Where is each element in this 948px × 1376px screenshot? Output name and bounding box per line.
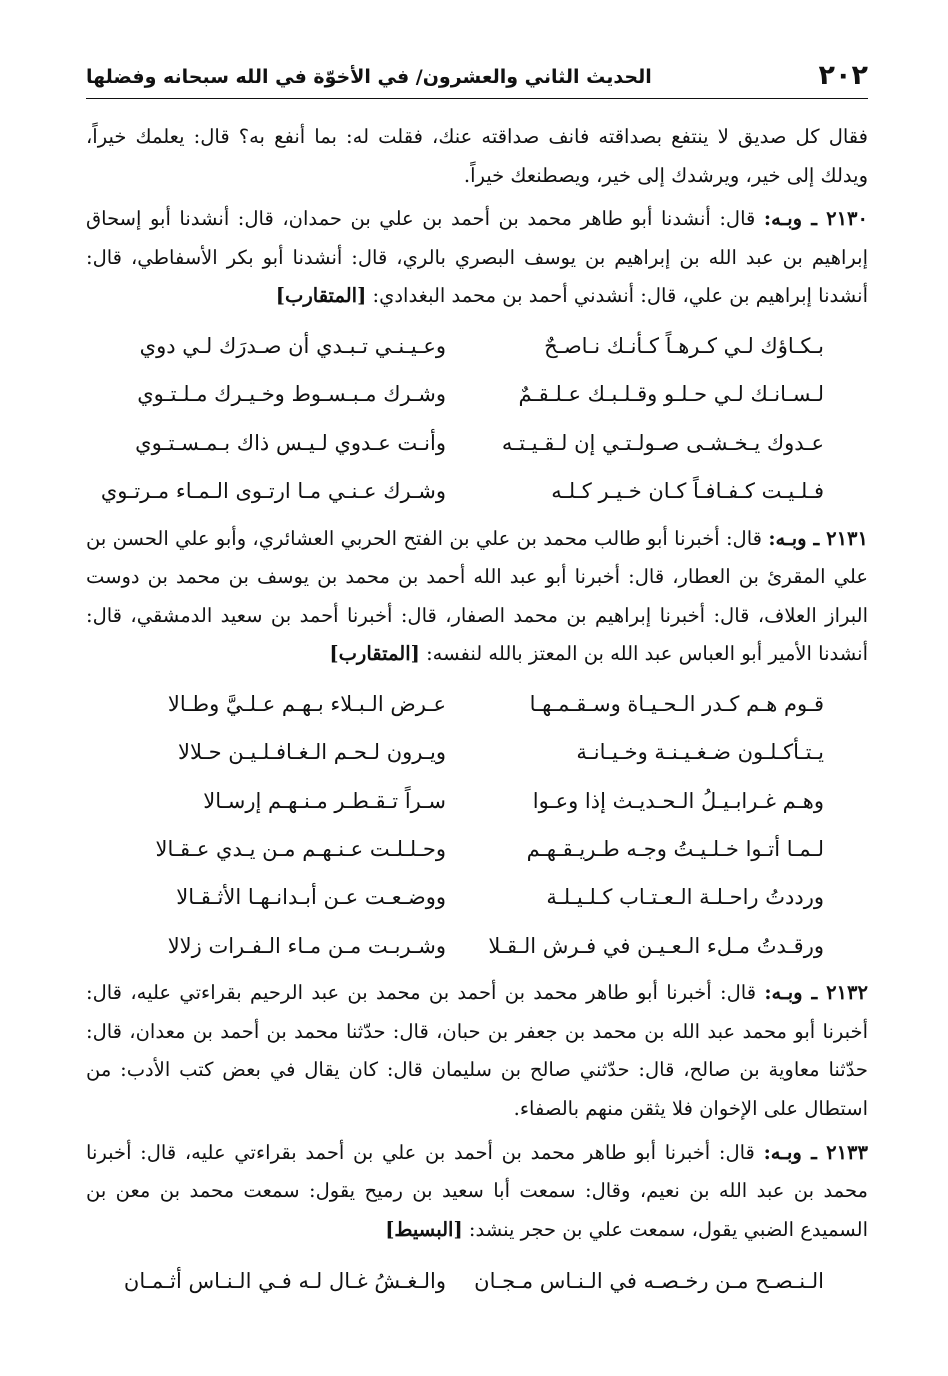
paragraph-intro xyxy=(86,118,868,195)
hadith-2133 xyxy=(86,1134,868,1250)
verse-line xyxy=(86,825,868,873)
meter-label: [المتقارب] xyxy=(329,642,420,666)
second-hemistich: وشـربـت مـن مـاء الـفـرات زلالا xyxy=(167,933,446,958)
second-hemistich: وأنـت عـدوي لـيـس ذاك بـمـسـتـوي xyxy=(135,430,446,455)
verse-line xyxy=(86,728,868,776)
second-hemistich: وشـرك مـبـسـوط وخـيـرك مـلـتـوي xyxy=(137,382,446,407)
hadith-text: قال: أخبرنا أبو طاهر محمد بن أحمد بن محمد بن عبد الرحيم بقراءتي عليه، قال: أخبرنا أبو محمد عبد الله بن محمد بن جعفر بن حبان، قال: حدّثنا محمد بن أحمد بن معدان، قال: حدّثنا معاوية بن صالح، قال: حدّثني صالح بن سليمان قال: كان يقال في بعض كتب الأدب: من استطال على الإخوان فلا يثقن منهم بالصفاء. xyxy=(86,981,868,1121)
poem-2133 xyxy=(86,1257,868,1305)
hadith-text: قال: أخبرنا أبو طالب محمد بن علي بن الفتح الحربي العشائري، وأبو علي الحسن بن علي المقرئ بن العطار، قال: أخبرنا أبو عبد الله أحمد بن محمد بن يوسف بن محمد بن دوست البراز العلاف، قال: أخبرنا إبراهيم بن محمد الصفار، قال: أخبرنا أحمد بن سعيد الدمشقي، قال: أنشدنا الأمير أبو العباس عبد الله بن المعتز بالله لنفسه: xyxy=(86,526,868,666)
second-hemistich: ووضـعـت عـن أبـدانـهـا الأثـقـالا xyxy=(176,885,446,910)
second-hemistich: عـرض الـبـلاء بـهـم عـلـيَّ وطـالا xyxy=(167,691,446,716)
second-hemistich: وحـلـلـت عـنـهـم مـن يـدي عـقـالا xyxy=(155,836,446,861)
meter-label: [البسيط] xyxy=(385,1217,463,1241)
first-hemistich: بـكـاؤك لـي كـرهـاً كـأنـك نـاصـحٌ xyxy=(544,333,824,358)
second-hemistich: ويـرون لـحـم الـغـافـلـيـن حـلالا xyxy=(177,740,446,765)
hadith-number: ٢١٣١ ـ وبـه: xyxy=(768,526,868,550)
page-body xyxy=(86,118,868,1310)
page-header xyxy=(86,58,868,99)
page-number: ٢٠٢ xyxy=(818,60,868,91)
hadith-number: ٢١٣٢ ـ وبـه: xyxy=(764,981,868,1005)
hadith-2130 xyxy=(86,200,868,316)
second-hemistich: وعـيـنـي تـبـدي أن صـدرَك لـي دوي xyxy=(139,333,446,358)
hadith-number: ٢١٣٠ ـ وبـه: xyxy=(763,207,868,231)
meter-label: [المتقارب] xyxy=(275,284,367,308)
verse-line xyxy=(86,370,868,418)
first-hemistich: وهـم غـرابـيـلُ الـحـديـث إذا وعـوا xyxy=(532,788,824,813)
poem-2131 xyxy=(86,680,868,970)
verse-line xyxy=(86,322,868,370)
first-hemistich: يـتـأكـلـون ضـغـيـنـة وخـيـانـة xyxy=(576,740,824,765)
verse-line xyxy=(86,680,868,728)
verse-line xyxy=(86,777,868,825)
second-hemistich: سـراً تـقـطـر مـنـهـم إرسـالا xyxy=(203,788,446,813)
first-hemistich: قـوم هـم كـدر الـحـيـاة وسـقـمـهـا xyxy=(529,691,824,716)
hadith-text: قال: أخبرنا أبو طاهر محمد بن أحمد بن علي بن أحمد بقراءتي عليه، قال: أخبرنا محمد بن عبد الله بن نعيم، وقال: سمعت أبا سعيد بن رميح يقول: سمعت محمد بن معن بن السميدع الضبي يقول، سمعت علي بن حجر ينشد: xyxy=(86,1140,868,1241)
first-hemistich: الـنـصـح مـن رخـصـه في الـنـاس مـجـان xyxy=(474,1269,824,1294)
second-hemistich: وشـرك عـنـي مـا ارتـوى الـمـاء مـرتـوي xyxy=(100,479,446,504)
paragraph-text: فقال كل صديق لا ينتفع بصداقته فانف صداقته عنك، فقلت له: بما أنفع به؟ قال: يعلمك خيراً، ويدلك إلى خير، ويرشدك إلى خير، ويصطنعك خيراً. xyxy=(86,125,868,187)
first-hemistich: لـمـا أتـوا خـلـيـتُ وجـه طـريـقـهـم xyxy=(526,836,824,861)
first-hemistich: عـدوك يـخـشـى صـولـتـي إن لـقـيـتـه xyxy=(501,430,824,455)
first-hemistich: ورقـدتُ مـلء الـعـيـن في فـرش الـقـلا xyxy=(488,933,824,958)
hadith-2131 xyxy=(86,520,868,674)
verse-line xyxy=(86,873,868,921)
poem-2130 xyxy=(86,322,868,516)
hadith-number: ٢١٣٣ ـ وبـه: xyxy=(763,1140,868,1164)
first-hemistich: فـلـيـت كـفـافـاً كـان خـيـر كـلـه xyxy=(551,479,824,504)
running-title: الحديث الثاني والعشرون/ في الأخوّة في الله سبحانه وفضلها xyxy=(86,66,652,88)
hadith-2132 xyxy=(86,974,868,1128)
verse-line xyxy=(86,1257,868,1305)
second-hemistich: والـغـشُ غـال لـه فـي الـنـاس أثـمـان xyxy=(123,1269,446,1294)
first-hemistich: ورددتُ راحـلـة الـعـتـاب كـلـيـلـة xyxy=(546,885,824,910)
hadith-text: قال: أنشدنا أبو طاهر محمد بن أحمد بن علي بن حمدان، قال: أنشدنا أبو إسحاق إبراهيم بن عبد الله بن إبراهيم بن يوسف البصري بالري، قال: أنشدنا أبو بكر الأسفاطي، قال: أنشدنا إبراهيم بن علي، قال: أنشدني أحمد بن محمد البغدادي: xyxy=(86,207,868,308)
verse-line xyxy=(86,922,868,970)
verse-line xyxy=(86,467,868,515)
verse-line xyxy=(86,419,868,467)
first-hemistich: لـسـانـك لـي حـلـو وقـلـبـك عـلـقـمٌ xyxy=(518,382,824,407)
